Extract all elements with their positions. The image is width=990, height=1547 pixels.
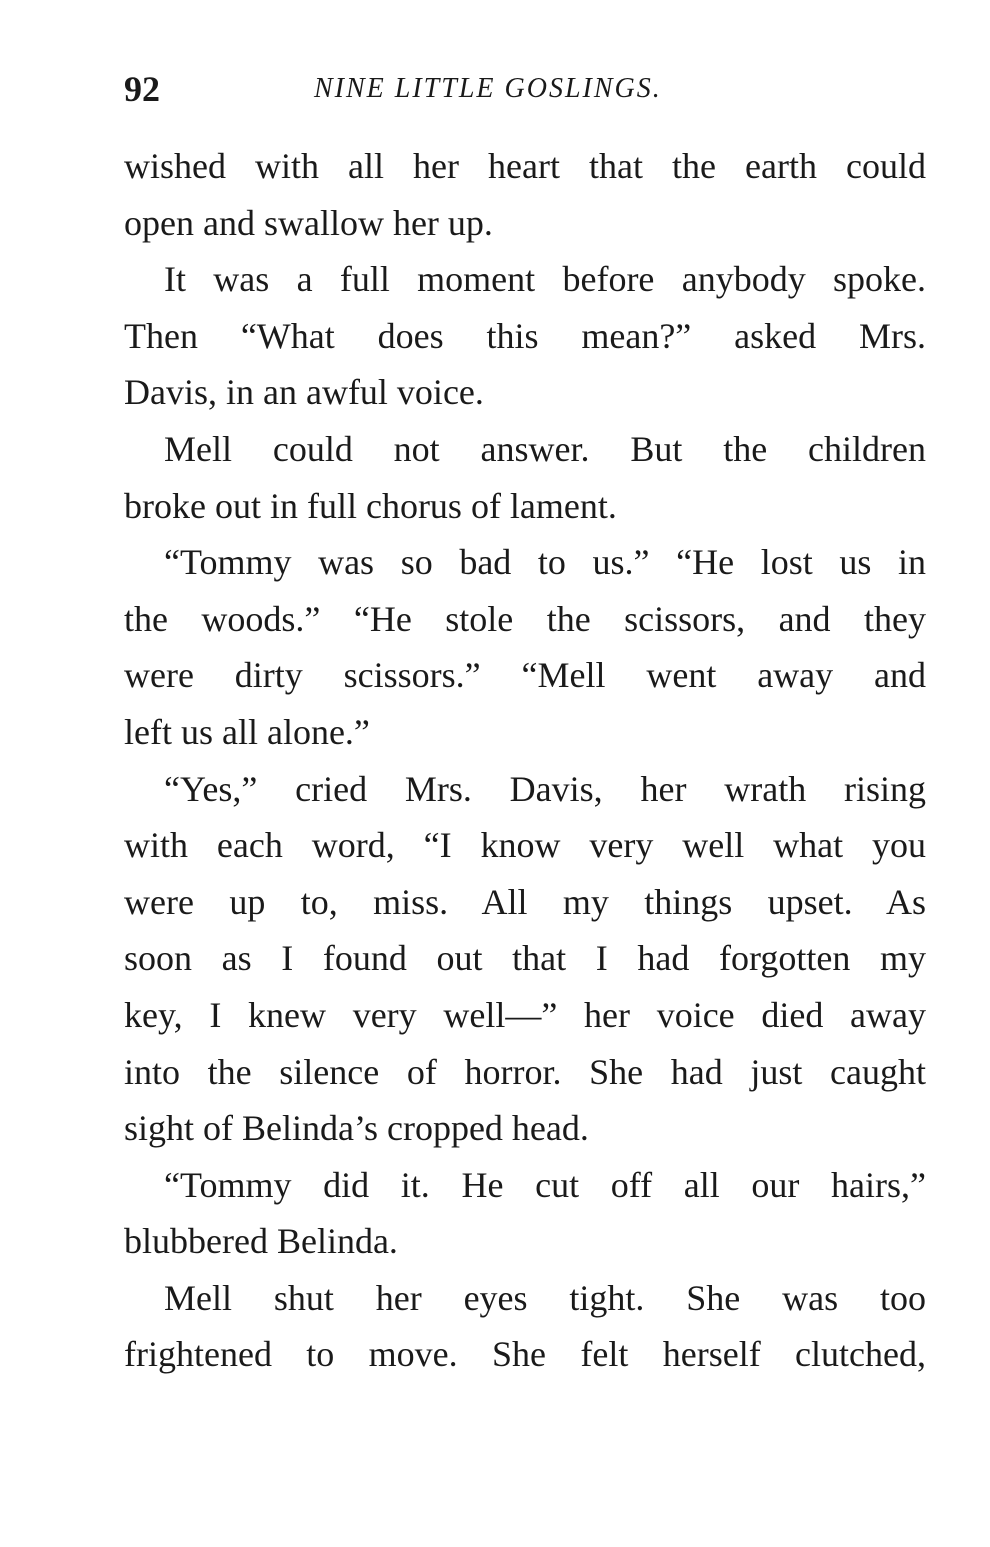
text-line: “Yes,” cried Mrs. Davis, her wrath rising xyxy=(164,768,926,809)
running-title: NINE LITTLE GOSLINGS. xyxy=(314,73,662,104)
text-line: broke out in full chorus of lament. xyxy=(124,485,617,526)
text-line: open and swallow her up. xyxy=(124,202,493,243)
text-line: “Tommy did it. He cut off all our hairs,” xyxy=(164,1164,926,1205)
page-number: 92 xyxy=(124,69,160,109)
text-line: with each word, “I know very well what you xyxy=(124,825,926,866)
page-header xyxy=(124,64,926,114)
text-line: left us all alone.” xyxy=(124,711,370,752)
text-line: frightened to move. She felt herself clutched, xyxy=(124,1334,926,1375)
text-line: It was a full moment before anybody spoke. xyxy=(164,259,926,300)
text-line: sight of Belinda’s cropped head. xyxy=(124,1108,589,1149)
text-line: blubbered Belinda. xyxy=(124,1221,398,1262)
text-line: Mell shut her eyes tight. She was too xyxy=(164,1277,926,1318)
text-line: were up to, miss. All my things upset. As xyxy=(124,881,926,922)
text-line: “Tommy was so bad to us.” “He lost us in xyxy=(164,542,926,583)
text-line: soon as I found out that I had forgotten my xyxy=(124,938,926,979)
text-line: Then “What does this mean?” asked Mrs. xyxy=(124,315,926,356)
body-text xyxy=(124,138,926,1383)
text-line: Mell could not answer. But the children xyxy=(164,428,926,469)
text-line: were dirty scissors.” “Mell went away and xyxy=(124,655,926,696)
text-line: key, I knew very well—” her voice died away xyxy=(124,994,926,1035)
text-line: wished with all her heart that the earth could xyxy=(124,146,926,186)
text-line: Davis, in an awful voice. xyxy=(124,372,484,413)
text-line: the woods.” “He stole the scissors, and they xyxy=(124,598,926,639)
text-line: into the silence of horror. She had just caught xyxy=(124,1051,926,1092)
